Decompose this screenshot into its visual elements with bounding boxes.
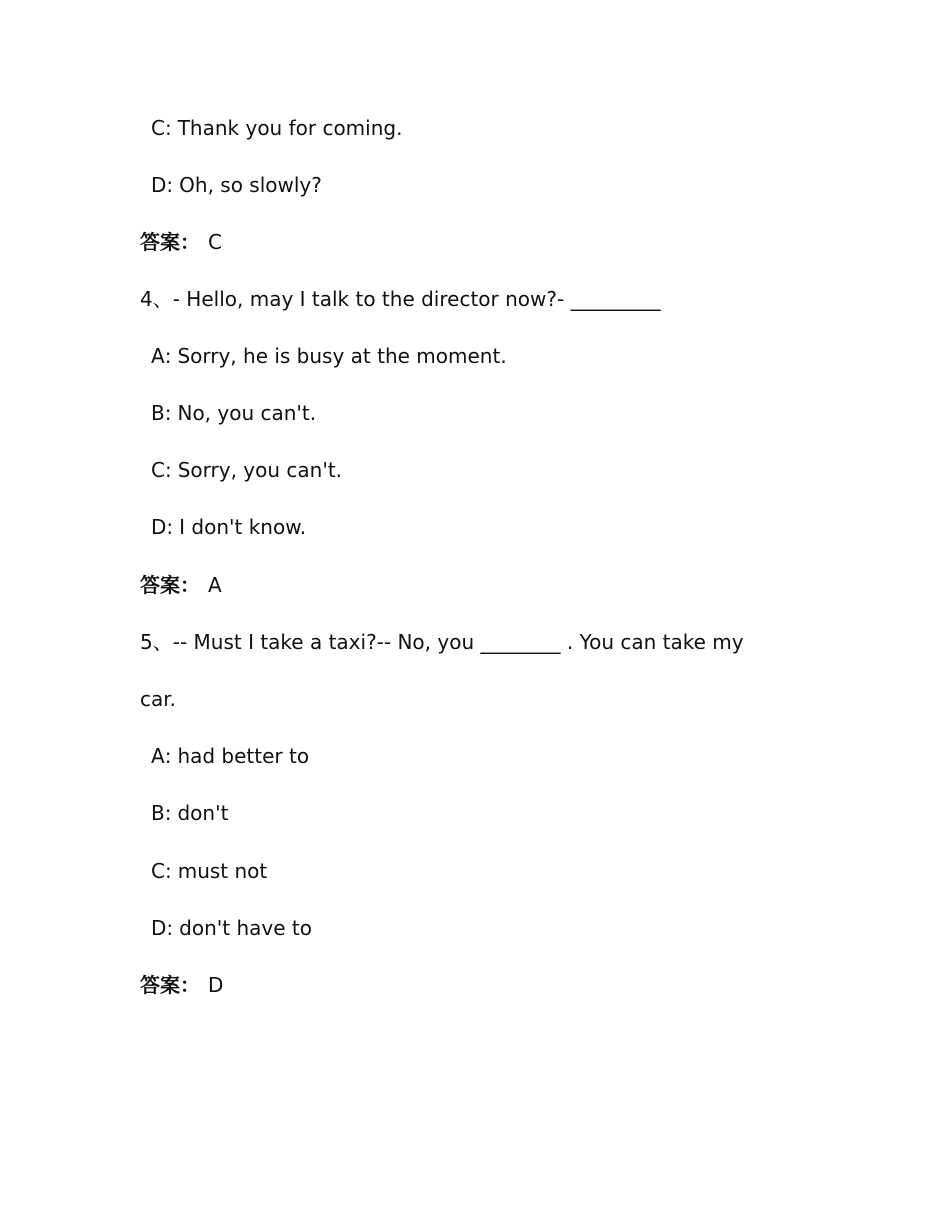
option-text: No, you can't. bbox=[177, 401, 317, 425]
option-key: B bbox=[151, 401, 165, 425]
question-number: 5、 bbox=[140, 630, 173, 654]
option-text: don't have to bbox=[179, 916, 312, 940]
answer-label: 答案： bbox=[140, 973, 200, 997]
option-key: C bbox=[151, 116, 165, 140]
option-separator: : bbox=[166, 916, 174, 940]
option-text: I don't know. bbox=[179, 515, 307, 539]
option-separator: : bbox=[164, 401, 172, 425]
option-key: C bbox=[151, 458, 165, 482]
question-text: -- Must I take a taxi?-- No, you ________ . You can take my bbox=[172, 630, 744, 654]
option-row bbox=[151, 458, 342, 482]
answer-label: 答案： bbox=[140, 573, 200, 597]
option-separator: : bbox=[164, 458, 172, 482]
option-text: Sorry, you can't. bbox=[177, 458, 343, 482]
option-key: D bbox=[151, 515, 167, 539]
option-key: B bbox=[151, 801, 165, 825]
option-key: D bbox=[151, 916, 167, 940]
option-key: C bbox=[151, 859, 165, 883]
answer-value: A bbox=[208, 573, 222, 597]
option-separator: : bbox=[164, 116, 172, 140]
question-text: car. bbox=[140, 687, 176, 711]
option-row bbox=[151, 344, 507, 368]
option-row bbox=[151, 744, 309, 768]
answer-label: 答案： bbox=[140, 230, 200, 254]
option-text: don't bbox=[177, 801, 229, 825]
question-stem bbox=[140, 287, 661, 311]
option-key: A bbox=[151, 744, 165, 768]
question-stem-continued bbox=[140, 687, 176, 711]
option-text: had better to bbox=[177, 744, 310, 768]
option-row bbox=[151, 173, 322, 197]
answer-value: C bbox=[208, 230, 222, 254]
option-key: A bbox=[151, 344, 165, 368]
option-text: must not bbox=[177, 859, 268, 883]
option-row bbox=[151, 116, 402, 140]
option-separator: : bbox=[166, 173, 174, 197]
option-row bbox=[151, 401, 316, 425]
option-row bbox=[151, 859, 267, 883]
option-separator: : bbox=[166, 515, 174, 539]
option-text: Thank you for coming. bbox=[177, 116, 403, 140]
option-key: D bbox=[151, 173, 167, 197]
question-text: - Hello, may I talk to the director now?- _________ bbox=[172, 287, 661, 311]
option-text: Sorry, he is busy at the moment. bbox=[177, 344, 507, 368]
option-separator: : bbox=[164, 744, 172, 768]
option-separator: : bbox=[164, 344, 172, 368]
question-stem bbox=[140, 630, 744, 654]
answer-row bbox=[140, 973, 223, 997]
question-number: 4、 bbox=[140, 287, 173, 311]
answer-row bbox=[140, 230, 222, 254]
option-separator: : bbox=[164, 801, 172, 825]
answer-row bbox=[140, 573, 222, 597]
option-separator: : bbox=[164, 859, 172, 883]
option-row bbox=[151, 515, 306, 539]
answer-value: D bbox=[208, 973, 224, 997]
option-row bbox=[151, 916, 312, 940]
option-row bbox=[151, 801, 228, 825]
option-text: Oh, so slowly? bbox=[179, 173, 322, 197]
